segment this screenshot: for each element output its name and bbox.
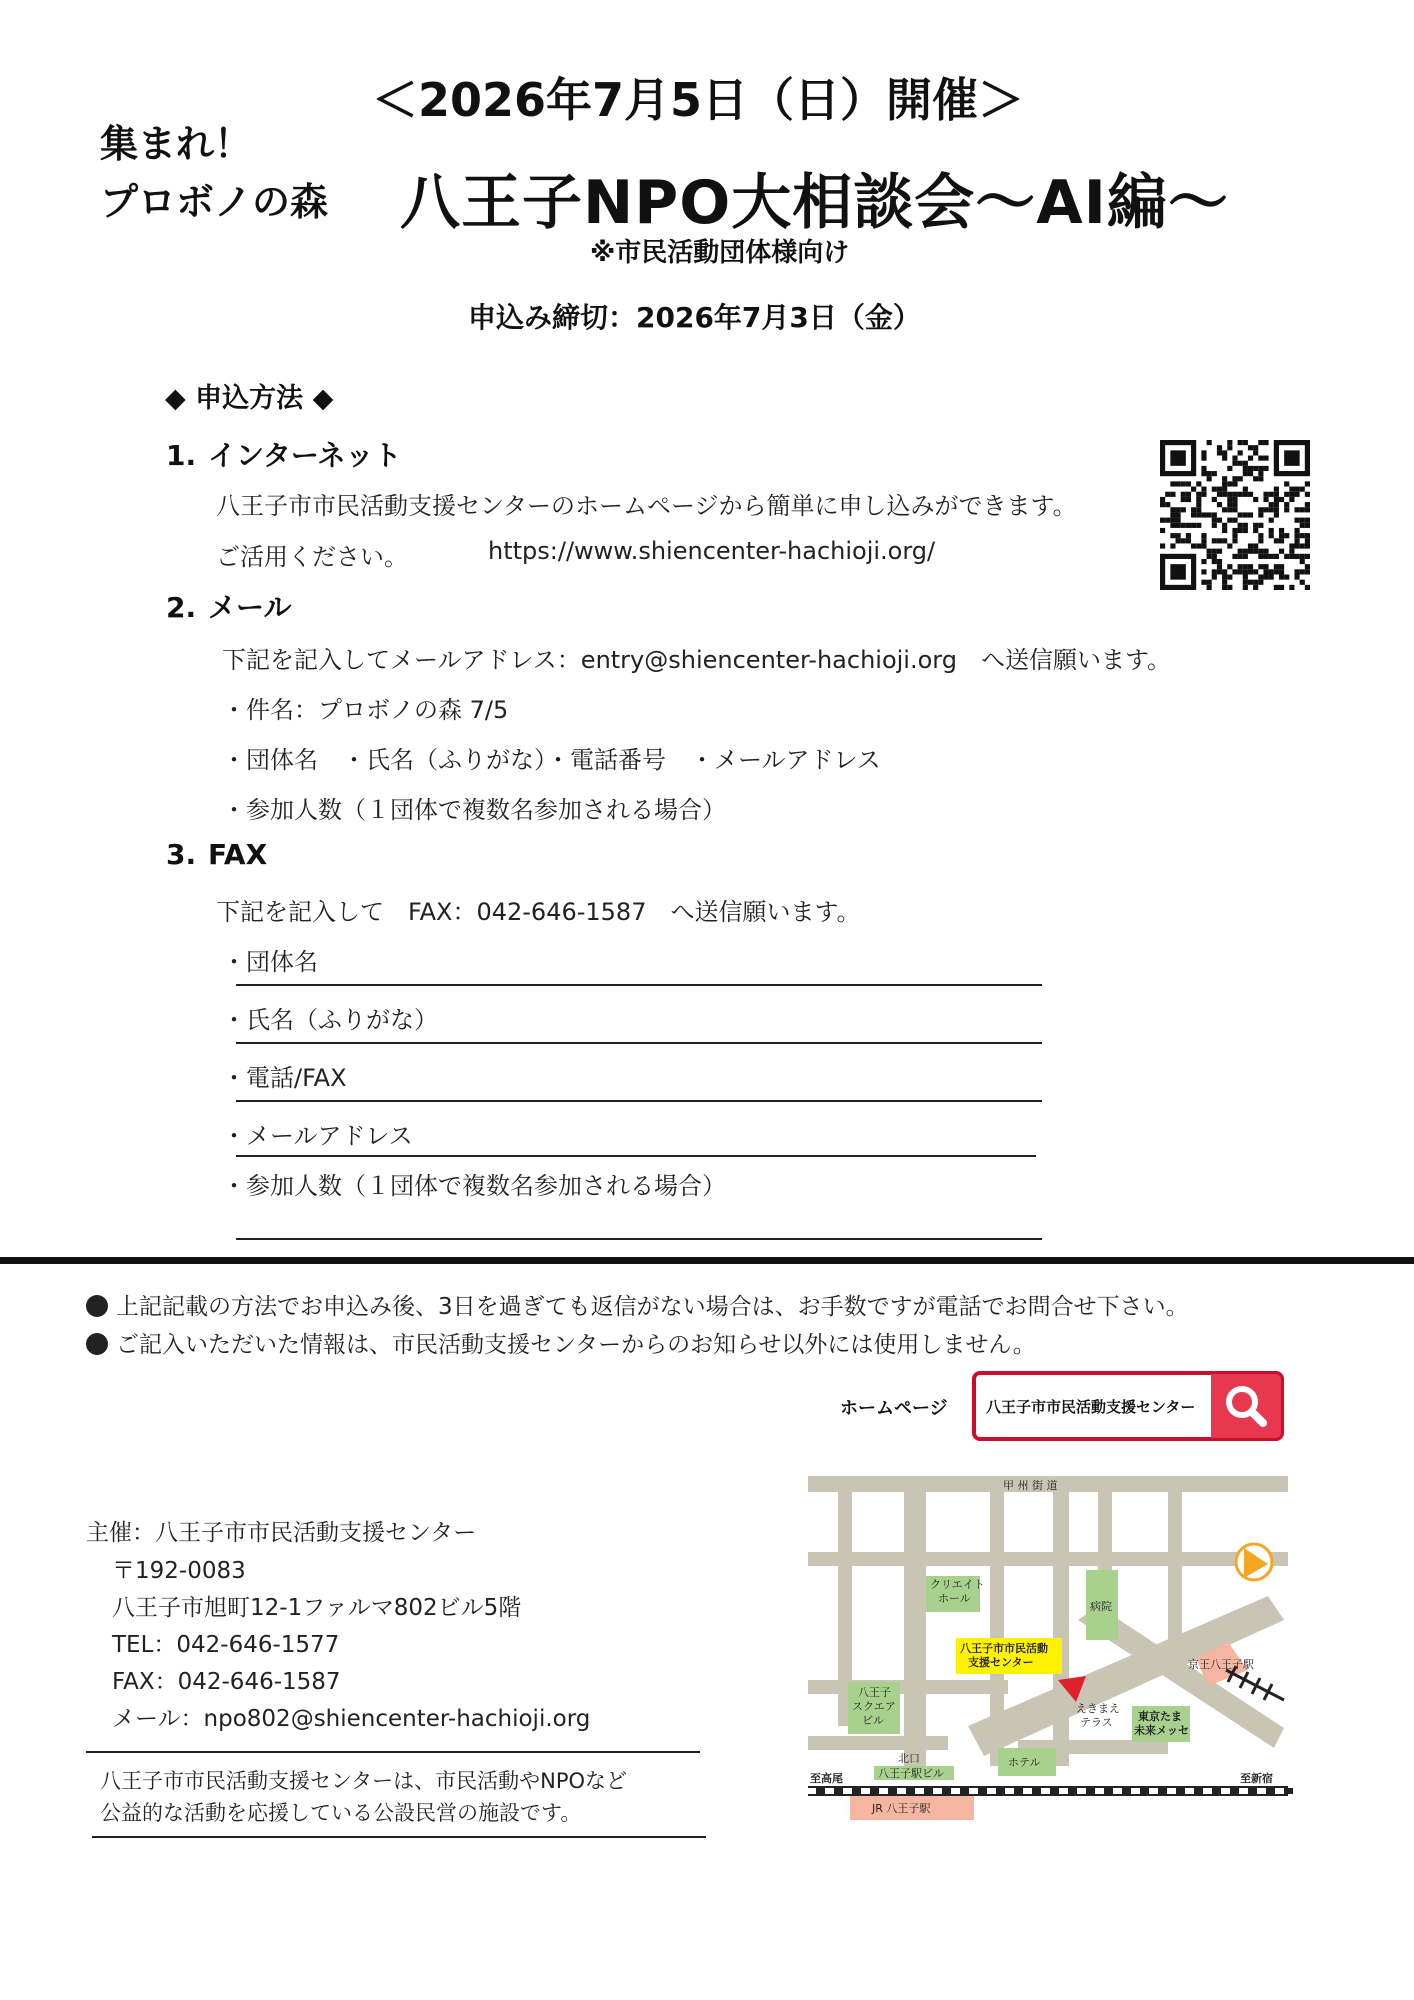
organizer-tel: TEL：042-646-1577: [112, 1632, 340, 1658]
fax-field-label: ・氏名（ふりがな）: [222, 1006, 438, 1034]
mail-item: ・団体名 ・氏名（ふりがな）・電話番号 ・メールアドレス: [222, 746, 881, 774]
map-label: 至新宿: [1240, 1772, 1273, 1785]
section-number: 3.: [166, 838, 197, 871]
access-map: [808, 1470, 1298, 1830]
map-label: 至高尾: [810, 1772, 843, 1785]
note-item: 上記記載の方法でお申込み後、3日を過ぎても返信がない場合は、お手数ですが電話でお問合せ下さい。: [86, 1288, 1189, 1321]
section-mail-heading: [166, 586, 291, 626]
map-label: 支援センター: [968, 1656, 1034, 1669]
organizer-label: 主催：八王子市市民活動支援センター: [86, 1520, 477, 1546]
event-date-title: ＜2026年7月5日（日）開催＞: [372, 73, 1025, 127]
internet-line-1: 八王子市市民活動支援センターのホームページから簡単に申し込みができます。: [216, 492, 1077, 520]
search-icon: [1211, 1374, 1281, 1438]
map-label: えきまえ: [1076, 1702, 1120, 1715]
description-line-2: 公益的な活動を応援している公設民営の施設です。: [100, 1801, 582, 1825]
map-label: 八王子駅ビル: [878, 1767, 944, 1780]
search-text: 八王子市市民活動支援センター: [986, 1398, 1196, 1416]
organizer-mail: メール：npo802@shiencenter-hachioji.org: [112, 1706, 591, 1732]
map-label: ホテル: [1008, 1756, 1041, 1769]
section-number: 2.: [166, 591, 197, 624]
fax-field-label: ・団体名: [222, 948, 318, 976]
mail-line-1: 下記を記入してメールアドレス：entry@shiencenter-hachioji.org へ送信願います。: [222, 646, 1172, 674]
map-label: 未来メッセ: [1134, 1724, 1189, 1737]
section-number: 1.: [166, 439, 197, 472]
catch-phrase: [100, 115, 328, 231]
bullet-dot-icon: [86, 1295, 108, 1317]
mail-item: ・参加人数（１団体で複数名参加される場合）: [222, 796, 726, 824]
catch-line-2: プロボノの森: [100, 180, 329, 224]
organizer-fax: FAX：042-646-1587: [112, 1669, 341, 1695]
map-label: 八王子: [858, 1686, 891, 1699]
map-label: 京王八王子駅: [1188, 1658, 1254, 1671]
search-button[interactable]: [1211, 1374, 1281, 1438]
map-label: 八王子市市民活動: [960, 1642, 1048, 1655]
fax-field-label: ・メールアドレス: [222, 1122, 413, 1150]
section-divider: [0, 1257, 1414, 1264]
section-title: インターネット: [208, 439, 402, 472]
homepage-search-box[interactable]: [972, 1371, 1284, 1441]
fax-field-line[interactable]: [236, 1042, 1042, 1044]
section-fax-heading: [166, 838, 267, 871]
map-label: クリエイト: [930, 1578, 985, 1591]
description-top-rule: [86, 1751, 700, 1753]
mail-item: ・件名：プロボノの森 7/5: [222, 696, 509, 724]
fax-line-1: 下記を記入して FAX：042-646-1587 へ送信願います。: [216, 898, 861, 926]
description-bottom-rule: [92, 1836, 706, 1838]
keio-rail: [1226, 1666, 1284, 1700]
section-internet-heading: [166, 434, 401, 474]
map-label: 甲 州 街 道: [1003, 1479, 1058, 1492]
target-note: ※市民活動団体様向け: [590, 238, 850, 268]
note-item: ご記入いただいた情報は、市民活動支援センターからのお知らせ以外には使用しません。: [86, 1326, 1036, 1359]
description-line-1: 八王子市市民活動支援センターは、市民活動やNPOなど: [100, 1769, 628, 1793]
map-label: 東京たま: [1138, 1710, 1182, 1723]
compass-icon: [1236, 1544, 1272, 1580]
bullet-dot-icon: [86, 1333, 108, 1355]
fax-field-line[interactable]: [236, 1155, 1036, 1157]
fax-field-label: ・電話/FAX: [222, 1064, 347, 1092]
map-label: スクエア: [852, 1700, 896, 1713]
map-label: テラス: [1080, 1716, 1113, 1729]
homepage-url-link[interactable]: https://www.shiencenter-hachioji.org/: [488, 537, 936, 565]
catch-line-1: 集まれ！: [100, 122, 253, 166]
section-title: FAX: [208, 838, 268, 871]
homepage-label: ホームページ: [840, 1398, 948, 1419]
method-heading: ◆ 申込方法 ◆: [165, 383, 334, 414]
fax-field-line[interactable]: [236, 1238, 1042, 1240]
fax-field-line[interactable]: [236, 1100, 1042, 1102]
internet-line-2: ご活用ください。: [216, 543, 408, 571]
map-label: ホール: [938, 1592, 971, 1605]
railway: [808, 1786, 1293, 1796]
map-label: 北口: [898, 1752, 920, 1765]
fax-field-label: ・参加人数（１団体で複数名参加される場合）: [222, 1172, 726, 1200]
main-title: 八王子NPO大相談会～AI編～: [400, 168, 1229, 238]
deadline: 申込み締切：2026年7月3日（金）: [468, 301, 921, 334]
map-label: 病院: [1090, 1600, 1112, 1613]
section-title: メール: [208, 591, 292, 624]
map-label: JR 八王子駅: [872, 1802, 931, 1815]
organizer-address: 八王子市旭町12-1ファルマ802ビル5階: [112, 1595, 522, 1621]
qr-code[interactable]: [1160, 440, 1310, 590]
organizer-postal: 〒192-0083: [112, 1558, 246, 1584]
map-label: ビル: [862, 1714, 884, 1727]
fax-field-line[interactable]: [236, 984, 1042, 986]
